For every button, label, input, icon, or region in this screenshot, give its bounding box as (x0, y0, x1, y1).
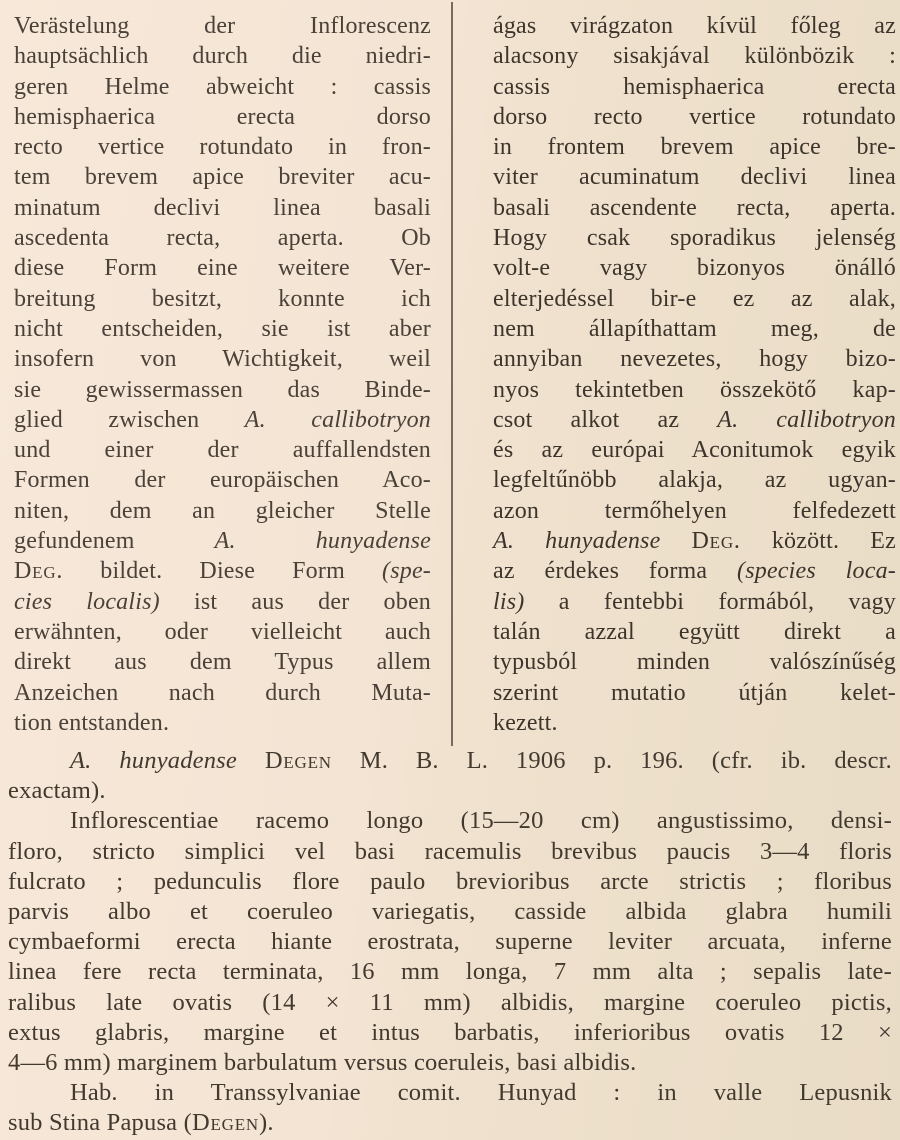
two-column-text-section (0, 11, 900, 738)
text-line (14, 11, 431, 41)
text-line (8, 867, 892, 897)
text-run: linea fere recta terminata, 16 mm longa, 7 mm alta ; sepalis late- (8, 958, 892, 986)
text-run: recto vertice rotundato in fron- (14, 134, 431, 161)
text-line (493, 253, 896, 283)
species-name-italic: A. hunyadense (493, 528, 661, 555)
text-run: erwähnten, oder vielleicht auch (14, 618, 431, 645)
text-line (493, 465, 896, 495)
species-name-italic: cies localis) (14, 588, 160, 615)
text-run: Hab. in Transsylvaniae comit. Hunyad : in valle Lepusnik (70, 1079, 892, 1107)
text-line (493, 102, 896, 132)
text-line (493, 162, 896, 192)
text-line (14, 587, 431, 617)
text-line (493, 344, 896, 374)
text-run: glied zwischen (14, 406, 245, 433)
text-line (493, 435, 896, 465)
species-name-italic: A. callibotryon (717, 406, 896, 433)
text-line (14, 678, 431, 708)
text-run: csot alkot az (493, 406, 718, 433)
text-run: direkt aus dem Typus allem (14, 649, 431, 676)
text-run: ascedenta recta, aperta. Ob (14, 225, 431, 252)
text-line (14, 193, 431, 223)
text-run: nicht entscheiden, sie ist aber (14, 315, 431, 342)
text-line (493, 284, 896, 314)
text-run: cymbaeformi erecta hiante erostrata, superne leviter arcuata, inferne (8, 928, 892, 956)
text-run: minatum declivi linea basali (14, 194, 431, 221)
text-run: között. Ez (740, 528, 896, 555)
text-run: Verästelung der Inflorescenz (14, 13, 431, 39)
text-run: alacsony sisakjával különbözik : (493, 43, 896, 70)
species-name-italic: A. callibotryon (244, 406, 431, 433)
text-line (493, 314, 896, 344)
text-run: und einer der auffallendsten (14, 437, 431, 464)
text-line (14, 708, 431, 738)
left-column-german-text (0, 11, 445, 738)
text-run: kezett. (493, 709, 558, 736)
text-run: ist aus der oben (159, 588, 431, 615)
text-line (14, 223, 431, 253)
text-line (493, 405, 896, 435)
text-run: volt-e vagy bizonyos önálló (493, 255, 896, 282)
text-line (493, 223, 896, 253)
text-run: M. B. L. 1906 p. 196. (cfr. ib. descr. (331, 747, 892, 774)
text-run: breitung besitzt, konnte ich (14, 285, 431, 312)
text-line (14, 102, 431, 132)
text-run: parvis albo et coeruleo variegatis, casside albida glabra humili (8, 898, 892, 926)
author-name-smallcaps: Degen (191, 1109, 259, 1137)
text-run (237, 747, 265, 774)
text-run: és az európai Aconitumok egyik (493, 437, 896, 464)
text-line (8, 897, 892, 927)
text-run: nyos tekintetben összekötő kap- (493, 376, 896, 403)
text-run: nem állapíthattam meg, de (493, 315, 896, 342)
text-line (8, 1078, 892, 1108)
text-line (8, 1108, 892, 1138)
text-run: sub Stina Papusa ( (8, 1109, 192, 1137)
text-line (14, 72, 431, 102)
text-line (493, 375, 896, 405)
text-line (14, 556, 431, 586)
text-run: elterjedéssel bir-e ez az alak, (493, 285, 896, 312)
text-line (8, 1018, 892, 1048)
text-line (14, 162, 431, 192)
text-line (493, 556, 896, 586)
text-line (14, 526, 431, 556)
author-name-smallcaps: Deg. (14, 558, 64, 585)
text-run (660, 528, 691, 554)
text-run: gefundenem (14, 528, 215, 555)
text-run: extus glabris, margine et intus barbatis, inferioribus ovatis 12 × (8, 1018, 892, 1046)
text-line (14, 344, 431, 374)
author-name-smallcaps: Degen (264, 747, 332, 774)
text-line (493, 496, 896, 526)
text-run: niten, dem an gleicher Stelle (14, 497, 431, 524)
text-run: Inflorescentiae racemo longo (15—20 cm) angustissimo, densi- (70, 807, 892, 835)
text-line (8, 776, 892, 806)
text-run: exactam). (8, 777, 106, 805)
text-run: bildet. Diese Form (63, 558, 383, 585)
species-name-italic: (species loca- (737, 558, 896, 585)
text-line (14, 405, 431, 435)
text-run: floro, stricto simplici vel basi racemulis brevibus paucis 3—4 floris (8, 837, 892, 865)
text-line (493, 587, 896, 617)
text-run: ralibus late ovatis (14 × 11 mm) albidis, margine coeruleo pictis, (8, 988, 892, 1016)
text-line (493, 526, 896, 556)
text-run: ágas virágzaton kívül főleg az (493, 13, 896, 39)
text-run: Anzeichen nach durch Muta- (14, 679, 431, 706)
text-line (493, 678, 896, 708)
text-line (493, 132, 896, 162)
text-run: az érdekes forma (493, 558, 737, 585)
text-run: talán azzal együtt direkt a (493, 618, 896, 645)
text-line (14, 465, 431, 495)
text-run: basali ascendente recta, aperta. (493, 194, 896, 221)
text-line (493, 708, 896, 738)
text-run: hemisphaerica erecta dorso (14, 103, 431, 130)
text-run: a fentebbi formából, vagy (524, 588, 896, 615)
text-line (14, 253, 431, 283)
text-line (14, 496, 431, 526)
text-line (14, 284, 431, 314)
text-run: cassis hemisphaerica erecta (493, 73, 896, 100)
text-line (8, 988, 892, 1018)
text-line (493, 11, 896, 41)
text-line (493, 647, 896, 677)
text-run: Formen der europäischen Aco- (14, 467, 431, 494)
text-run: szerint mutatio útján kelet- (493, 679, 896, 706)
species-name-italic: lis) (493, 588, 525, 615)
text-run: ). (258, 1109, 274, 1137)
text-run: tem brevem apice breviter acu- (14, 164, 431, 191)
text-run: hauptsächlich durch die niedri- (14, 43, 431, 70)
species-name-italic: (spe- (382, 558, 431, 585)
text-line (493, 193, 896, 223)
bottom-section-latin-description (0, 746, 900, 1139)
text-line (14, 41, 431, 71)
text-line (8, 927, 892, 957)
species-name-italic: A. hunyadense (214, 528, 431, 555)
text-line (14, 132, 431, 162)
text-line (493, 41, 896, 71)
text-line (14, 375, 431, 405)
text-line (8, 1048, 892, 1078)
right-column-hungarian-text (445, 11, 900, 738)
text-run: geren Helme abweicht : cassis (14, 73, 431, 100)
text-line (493, 617, 896, 647)
text-line (493, 72, 896, 102)
text-run: annyiban nevezetes, hogy bizo- (493, 346, 896, 373)
text-line (14, 617, 431, 647)
text-line (8, 837, 892, 867)
text-run: sie gewissermassen das Binde- (14, 376, 431, 403)
text-run: in frontem brevem apice bre- (493, 134, 896, 161)
text-run: fulcrato ; pedunculis flore paulo brevioribus arcte strictis ; floribus (8, 867, 892, 895)
text-run: azon termőhelyen felfedezett (493, 497, 896, 524)
text-run: diese Form eine weitere Ver- (14, 255, 431, 282)
text-line (8, 746, 892, 776)
text-line (8, 957, 892, 987)
text-run: Hogy csak sporadikus jelenség (493, 225, 896, 252)
text-run: viter acuminatum declivi linea (493, 164, 896, 191)
text-line (14, 435, 431, 465)
text-run: typusból minden valószínűség (493, 649, 896, 676)
text-line (14, 647, 431, 677)
species-name-italic: A. hunyadense (70, 747, 237, 774)
text-line (8, 806, 892, 836)
text-run: dorso recto vertice rotundato (493, 103, 896, 130)
text-run: legfeltűnöbb alakja, az ugyan- (493, 467, 896, 494)
text-run: insofern von Wichtigkeit, weil (14, 346, 431, 373)
text-line (14, 314, 431, 344)
text-run: 4—6 mm) marginem barbulatum versus coeruleis, basi albidis. (8, 1049, 637, 1077)
text-run: tion entstanden. (14, 709, 170, 736)
author-name-smallcaps: Deg. (691, 528, 741, 555)
